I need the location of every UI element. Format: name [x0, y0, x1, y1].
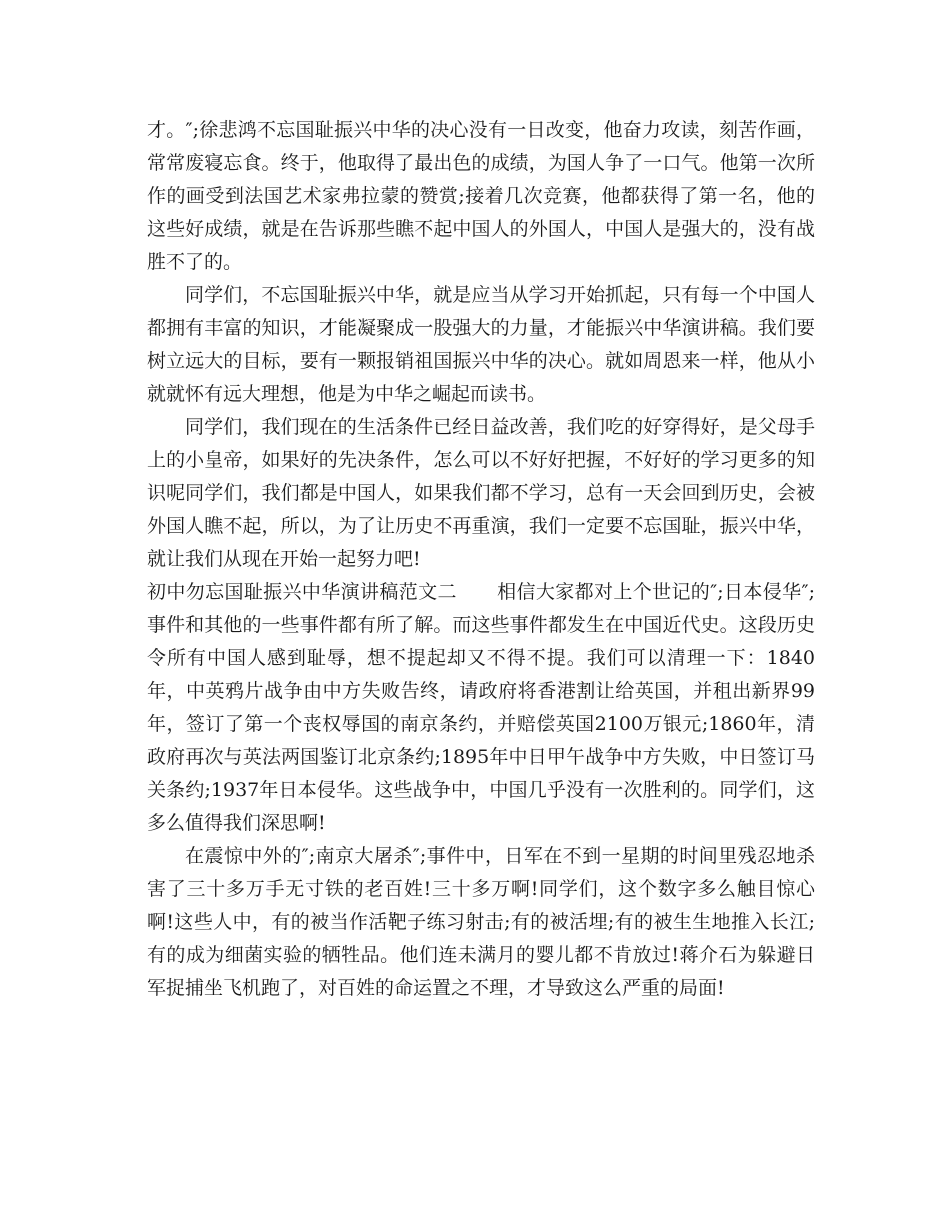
document-body: [147, 114, 815, 1005]
paragraph-nanjing: 在震惊中外的″;南京大屠杀″;事件中，日军在不到一星期的时间里残忍地杀害了三十多万手无寸铁的老百姓!三十多万啊!同学们，这个数字多么触目惊心啊!这些人中，有的被当作活靶子练习射击;有的被活埋;有的被生生地推入长江;有的成为细菌实验的牺牲品。他们连未满月的婴儿都不肯放过!蒋介石为躲避日军捉捕坐飞机跑了，对百姓的命运置之不理，才导致这么严重的局面!: [147, 845, 815, 999]
paragraph-continuation: 才。″;徐悲鸿不忘国耻振兴中华的决心没有一日改变，他奋力攻读，刻苦作画，常常废寝忘食。终于，他取得了最出色的成绩，为国人争了一口气。他第一次所作的画受到法国艺术家弗拉蒙的赞赏;接着几次竞赛，他都获得了第一名，他的这些好成绩，就是在告诉那些瞧不起中国人的外国人，中国人是强大的，没有战胜不了的。: [147, 119, 815, 273]
paragraph-study-hard: 同学们，不忘国耻振兴中华，就是应当从学习开始抓起，只有每一个中国人都拥有丰富的知识，才能凝聚成一股强大的力量，才能振兴中华演讲稿。我们要树立远大的目标，要有一颗报销祖国振兴中华的决心。就如周恩来一样，他从小就就怀有远大理想，他是为中华之崛起而读书。: [147, 284, 815, 405]
paragraph-living-conditions: 同学们，我们现在的生活条件已经日益改善，我们吃的好穿得好，是父母手上的小皇帝，如果好的先决条件，怎么可以不好好把握，不好好的学习更多的知识呢同学们，我们都是中国人，如果我们都不学习，总有一天会回到历史，会被外国人瞧不起，所以，为了让历史不再重演，我们一定要不忘国耻，振兴中华，就让我们从现在开始一起努力吧!: [147, 416, 815, 570]
paragraph-speech-two: [147, 576, 815, 840]
paragraph-speech-two-text: 相信大家都对上个世记的″;日本侵华″;事件和其他的一些事件都有所了解。而这些事件都发生在中国近代史。这段历史令所有中国人感到耻辱，想不提起却又不得不提。我们可以清理一下：1840年，中英鸦片战争由中方失败告终，请政府将香港割让给英国，并租出新界99年，签订了第一个丧权辱国的南京条约，并赔偿英国2100万银元;1860年，清政府再次与英法两国鉴订北京条约;1895年中日甲午战争中方失败，中日签订马关条约;1937年日本侵华。这些战争中，中国几乎没有一次胜利的。同学们，这多么值得我们深思啊!: [147, 581, 815, 834]
section-heading: 初中勿忘国耻振兴中华演讲稿范文二: [147, 581, 457, 603]
